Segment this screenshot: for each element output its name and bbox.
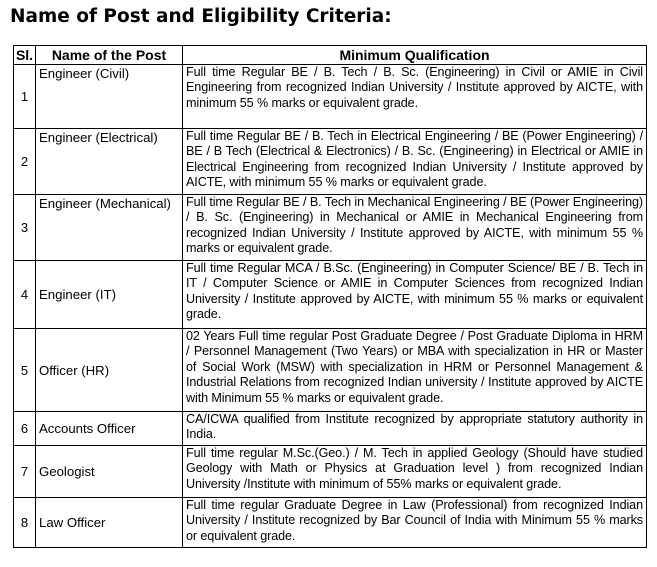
row-sl: 3 [14,195,36,261]
table-row [14,65,647,129]
row-sl: 8 [14,498,36,548]
header-sl: Sl. [14,46,36,65]
header-qualification: Minimum Qualification [183,46,647,65]
row-post: Accounts Officer [36,412,183,446]
eligibility-table [13,45,647,548]
row-post: Engineer (Mechanical) [36,195,183,261]
row-qualification: 02 Years Full time regular Post Graduate Degree / Post Graduate Diploma in HRM / Personnel Management (Two Years) or MBA with specialization in HR or Master of Social Work (MSW) with specialization in HRM or Personnel Management & Industrial Relations from recognized Indian university / Institute approved by AICTE with Minimum 55 % marks or equivalent grade. [183,329,647,412]
row-post: Engineer (Electrical) [36,129,183,195]
row-sl: 5 [14,329,36,412]
row-post: Engineer (IT) [36,261,183,329]
table-header-row [14,46,647,65]
table-row [14,195,647,261]
page-title: Name of Post and Eligibility Criteria: [10,6,392,27]
row-sl: 7 [14,446,36,498]
table-row [14,261,647,329]
table-row [14,498,647,548]
row-post: Law Officer [36,498,183,548]
row-sl: 1 [14,65,36,129]
table-row [14,329,647,412]
row-qualification: Full time regular Graduate Degree in Law (Professional) from recognized Indian University / Institute recognized by Bar Council of India with Minimum 55 % marks or equivalent grade. [183,498,647,548]
row-sl: 4 [14,261,36,329]
row-qualification: Full time Regular BE / B. Tech in Mechanical Engineering / BE (Power Engineering) / B. Sc. (Engineering) in Mechanical or AMIE in Mechanical Engineering from recognized Indian University / Institute approved by AICTE, with minimum 55 % marks or equivalent grade. [183,195,647,261]
row-sl: 2 [14,129,36,195]
table-row [14,412,647,446]
row-qualification: Full time Regular BE / B. Tech / B. Sc. (Engineering) in Civil or AMIE in Civil Engineering from recognized Indian University / Institute approved by AICTE, with minimum 55 % marks or equivalent grade. [183,65,647,129]
table-row [14,446,647,498]
table-row [14,129,647,195]
row-qualification: Full time Regular BE / B. Tech in Electrical Engineering / BE (Power Engineering) / BE / B Tech (Electrical & Electronics) / B. Sc. (Engineering) in Electrical or AMIE in Electrical Engineering from recognized Indian University / Institute approved by AICTE, with minimum 55 % marks or equivalent grade. [183,129,647,195]
row-post: Officer (HR) [36,329,183,412]
row-qualification: CA/ICWA qualified from Institute recognized by appropriate statutory authority in India. [183,412,647,446]
row-qualification: Full time regular M.Sc.(Geo.) / M. Tech in applied Geology (Should have studied Geology with Math or Physics at Graduation level ) from recognized Indian University /Institute with minimum of 55% marks or equivalent grade. [183,446,647,498]
row-qualification: Full time Regular MCA / B.Sc. (Engineering) in Computer Science/ BE / B. Tech in IT / Computer Science or AMIE in Computer Sciences from recognized Indian University / Institute approved by AICTE, with minimum 55 % marks or equivalent grade. [183,261,647,329]
row-post: Engineer (Civil) [36,65,183,129]
row-sl: 6 [14,412,36,446]
header-post: Name of the Post [36,46,183,65]
row-post: Geologist [36,446,183,498]
